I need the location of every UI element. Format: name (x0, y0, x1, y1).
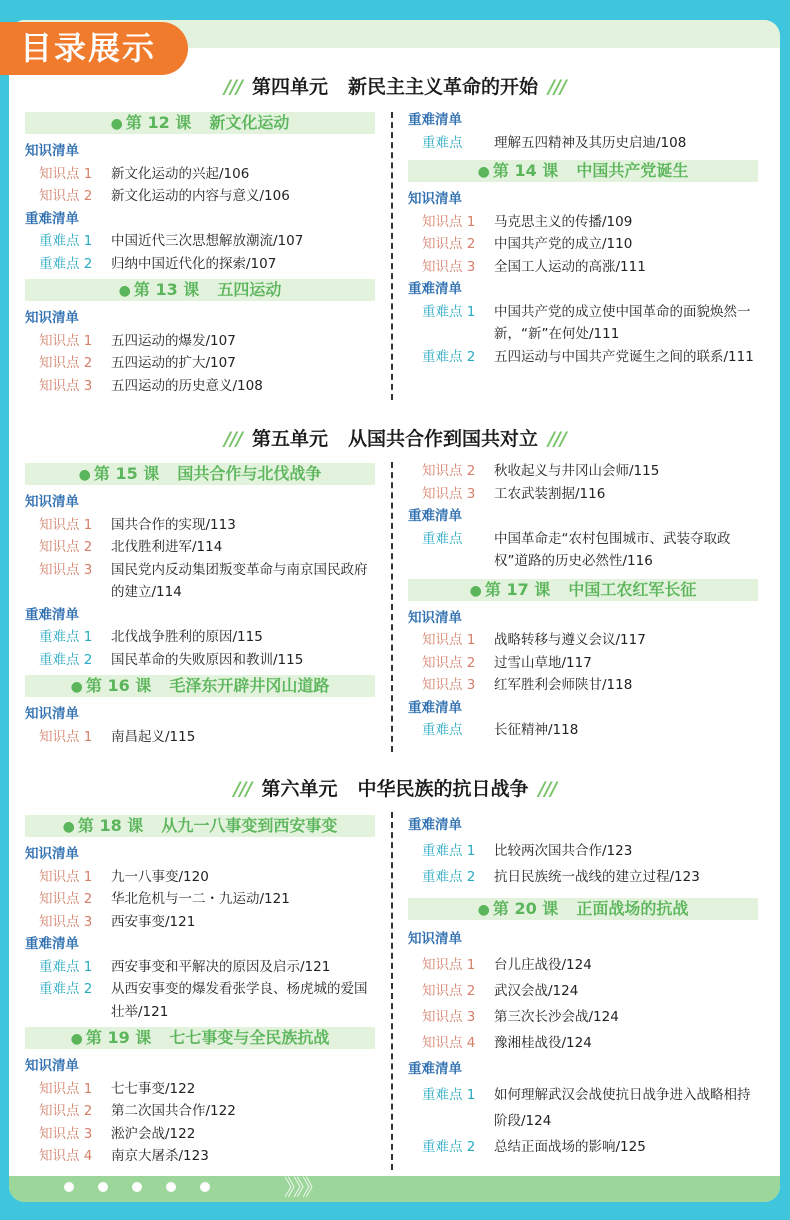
list-item[interactable]: 知识点 2 五四运动的扩大/107 (39, 355, 236, 371)
section-label: 知识清单 (25, 1058, 79, 1074)
list-item[interactable]: 重难点 2 总结正面战场的影响/125 (422, 1139, 646, 1155)
section-label: 知识清单 (25, 706, 79, 722)
list-item[interactable]: 知识点 2 中国共产党的成立/110 (422, 236, 633, 252)
list-item[interactable]: 知识点 2 新文化运动的内容与意义/106 (39, 188, 290, 204)
list-item[interactable]: 重难点 1 中国共产党的成立使中国革命的面貌焕然一新，“新”在何处/111 (422, 303, 751, 342)
slash-decoration: /// (224, 76, 242, 98)
lesson-header[interactable]: ● 第 19 课 七七事变与全民族抗战 (25, 1027, 375, 1049)
list-item[interactable]: 知识点 1 台儿庄战役/124 (422, 957, 592, 973)
unit-heading (0, 774, 790, 801)
section-label: 重难清单 (25, 210, 79, 227)
list-item[interactable]: 知识点 4 南京大屠杀/123 (39, 1148, 209, 1164)
page-title: 目录展示 (0, 22, 188, 75)
lesson-header[interactable]: ● 第 15 课 国共合作与北伐战争 (25, 463, 375, 485)
dot-icon (166, 1182, 176, 1192)
list-item[interactable]: 知识点 1 马克思主义的传播/109 (422, 213, 633, 230)
dot-icon (200, 1182, 210, 1192)
list-item[interactable]: 知识点 3 红军胜利会师陕甘/118 (422, 677, 633, 693)
list-item[interactable]: 重难点 2 国民革命的失败原因和教训/115 (39, 651, 304, 668)
slash-decoration: /// (224, 428, 242, 450)
left-column (25, 463, 375, 748)
list-item[interactable]: 重难点 中国革命走“农村包围城市、武装夺取政权”道路的历史必然性/116 (422, 530, 731, 569)
list-item[interactable]: 知识点 3 西安事变/121 (39, 913, 196, 930)
lesson-header[interactable]: ● 第 13 课 五四运动 (25, 279, 375, 301)
unit-number: 第四单元 (251, 76, 328, 98)
section-label: 重难清单 (408, 1061, 462, 1077)
unit-title: 从国共合作到国共对立 (348, 428, 539, 450)
list-item[interactable]: 知识点 2 北伐胜利进军/114 (39, 539, 223, 555)
list-item[interactable]: 知识点 2 武汉会战/124 (422, 983, 579, 999)
list-item[interactable]: 重难点 1 西安事变和平解决的原因及启示/121 (39, 958, 331, 975)
dot-icon (98, 1182, 108, 1192)
lesson-header[interactable]: ● 第 16 课 毛泽东开辟井冈山道路 (25, 675, 375, 697)
lesson-header[interactable]: ● 第 12 课 新文化运动 (25, 112, 375, 134)
list-item[interactable]: 知识点 2 过雪山草地/117 (422, 654, 592, 671)
unit-number: 第六单元 (261, 778, 338, 800)
list-item[interactable]: 知识点 3 淞沪会战/122 (39, 1125, 196, 1142)
footer-bar (9, 1176, 780, 1202)
column-divider (391, 812, 393, 1170)
left-column (25, 815, 375, 1168)
right-column (408, 109, 758, 368)
list-item[interactable]: 知识点 3 五四运动的历史意义/108 (39, 377, 263, 394)
right-column (408, 460, 758, 742)
list-item[interactable]: 知识点 1 南昌起义/115 (39, 728, 196, 745)
section-label: 重难清单 (25, 606, 79, 623)
list-item[interactable]: 重难点 1 比较两次国共合作/123 (422, 843, 633, 859)
section-label: 重难清单 (408, 817, 462, 833)
list-item[interactable]: 重难点 1 中国近代三次思想解放潮流/107 (39, 233, 304, 249)
lesson-header[interactable]: ● 第 14 课 中国共产党诞生 (408, 160, 758, 182)
list-item[interactable]: 重难点 1 北伐战争胜利的原因/115 (39, 629, 263, 645)
column-divider (391, 462, 393, 752)
unit-number: 第五单元 (251, 428, 328, 450)
list-item[interactable]: 重难点 2 抗日民族统一战线的建立过程/123 (422, 869, 700, 885)
list-item[interactable]: 知识点 1 战略转移与遵义会议/117 (422, 632, 646, 648)
section-label: 重难清单 (408, 508, 462, 524)
section-label: 重难清单 (408, 281, 462, 297)
section-label: 知识清单 (25, 494, 79, 510)
list-item[interactable]: 知识点 3 全国工人运动的高涨/111 (422, 258, 646, 275)
unit-heading (0, 424, 790, 451)
list-item[interactable]: 知识点 2 第二次国共合作/122 (39, 1103, 236, 1119)
section-label: 知识清单 (408, 609, 462, 626)
list-item[interactable]: 知识点 3 国民党内反动集团叛变革命与南京国民政府的建立/114 (39, 561, 368, 600)
list-item[interactable]: 重难点 2 五四运动与中国共产党诞生之间的联系/111 (422, 348, 754, 365)
slash-decoration: /// (233, 778, 252, 800)
list-item[interactable]: 重难点 1 如何理解武汉会战使抗日战争进入战略相持阶段/124 (422, 1087, 751, 1129)
section-label: 知识清单 (25, 846, 79, 862)
list-item[interactable]: 知识点 1 新文化运动的兴起/106 (39, 165, 250, 182)
list-item[interactable]: 知识点 3 工农武装割据/116 (422, 485, 606, 502)
slash-decoration: /// (548, 428, 566, 450)
section-label: 重难清单 (25, 936, 79, 952)
slash-decoration: /// (538, 778, 557, 800)
slash-decoration: /// (548, 76, 566, 98)
list-item[interactable]: 知识点 1 七七事变/122 (39, 1080, 196, 1097)
section-label: 知识清单 (408, 931, 462, 947)
unit-title: 新民主主义革命的开始 (348, 76, 539, 98)
list-item[interactable]: 重难点 2 归纳中国近代化的探索/107 (39, 255, 277, 272)
section-label: 知识清单 (25, 143, 79, 159)
pagination-dots (64, 1182, 210, 1192)
section-label: 重难清单 (408, 112, 462, 128)
list-item[interactable]: 知识点 1 国共合作的实现/113 (39, 516, 236, 533)
lesson-header[interactable]: ● 第 18 课 从九一八事变到西安事变 (25, 815, 375, 837)
list-item[interactable]: 知识点 1 九一八事变/120 (39, 868, 209, 885)
dot-icon (64, 1182, 74, 1192)
list-item[interactable]: 知识点 2 秋收起义与井冈山会师/115 (422, 463, 660, 479)
section-label: 知识清单 (408, 191, 462, 207)
list-item[interactable]: 知识点 1 五四运动的爆发/107 (39, 332, 236, 349)
unit-heading (0, 72, 790, 99)
column-divider (391, 112, 393, 400)
list-item[interactable]: 知识点 2 华北危机与一二・九运动/121 (39, 891, 290, 907)
dot-icon (132, 1182, 142, 1192)
list-item[interactable]: 重难点 2 从西安事变的爆发看张学良、杨虎城的爱国壮举/121 (39, 981, 368, 1020)
list-item[interactable]: 重难点 长征精神/118 (422, 722, 579, 738)
chevron-right-icon: 》》》 (284, 1176, 323, 1201)
list-item[interactable]: 知识点 3 第三次长沙会战/124 (422, 1009, 619, 1025)
right-column (408, 812, 758, 1160)
list-item[interactable]: 知识点 4 豫湘桂战役/124 (422, 1035, 592, 1051)
unit-title: 中华民族的抗日战争 (357, 778, 529, 800)
section-label: 重难清单 (408, 699, 462, 716)
lesson-header[interactable]: ● 第 17 课 中国工农红军长征 (408, 579, 758, 601)
list-item[interactable]: 重难点 理解五四精神及其历史启迪/108 (422, 134, 687, 151)
section-label: 知识清单 (25, 310, 79, 326)
lesson-header[interactable]: ● 第 20 课 正面战场的抗战 (408, 898, 758, 920)
left-column (25, 112, 375, 397)
